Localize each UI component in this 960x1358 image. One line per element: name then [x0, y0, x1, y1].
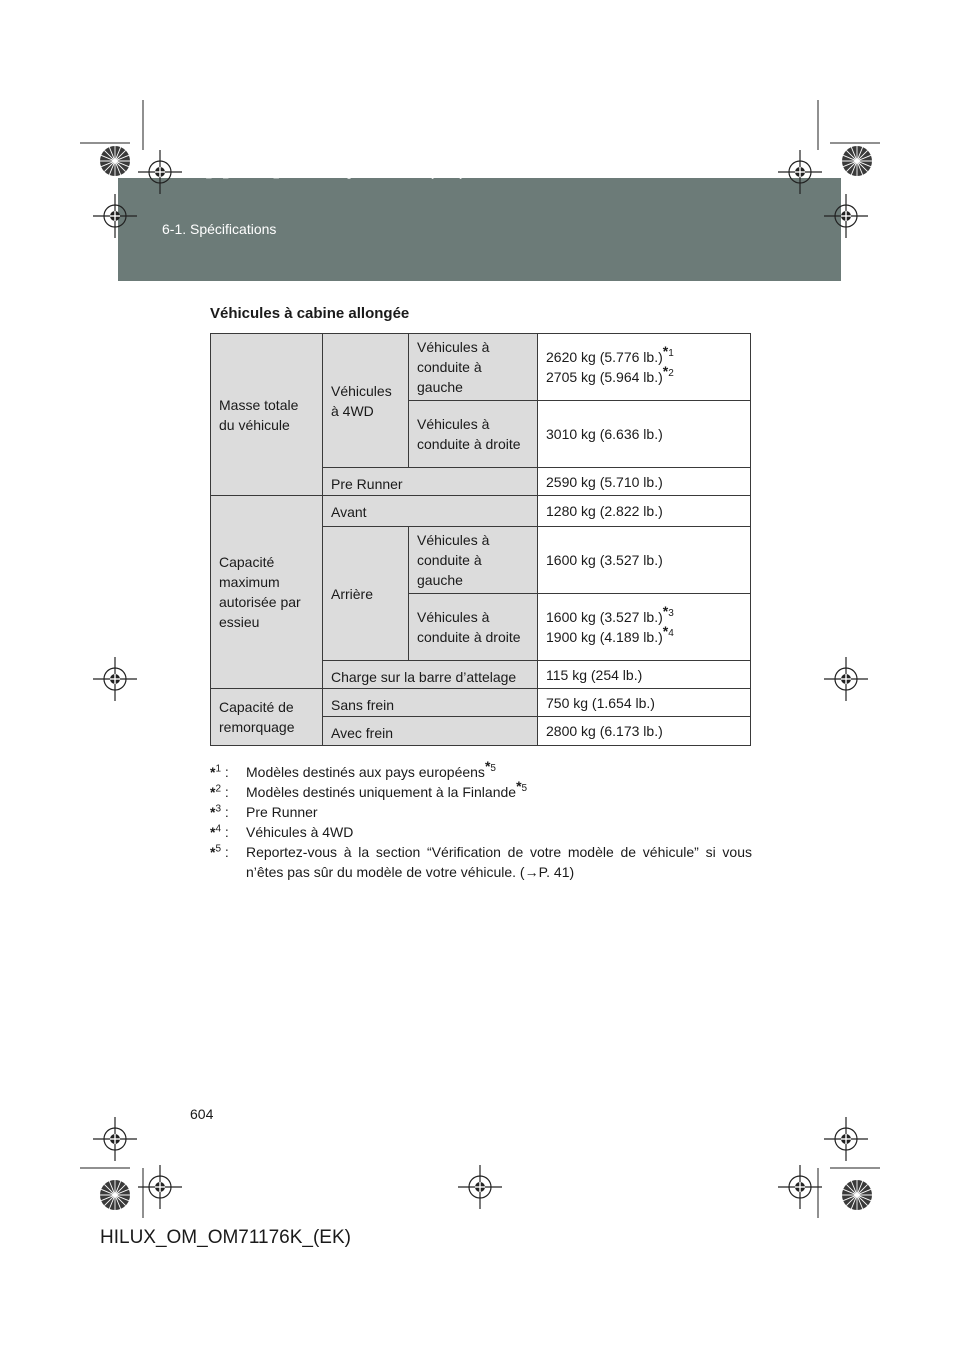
footnote — [210, 778, 752, 802]
document-id: HILUX_OM_OM71176K_(EK) — [100, 1227, 351, 1248]
footnote-star: * — [516, 778, 522, 795]
starburst-icon — [842, 146, 872, 176]
crosshair-icon — [778, 1165, 822, 1209]
footnotes — [210, 758, 752, 882]
footnote-number: 5 — [215, 843, 222, 855]
masse-rhd-value: 3010 kg (6.636 lb.) — [538, 401, 751, 468]
starburst-icon — [100, 1180, 130, 1210]
pre-runner-value: 2590 kg (5.710 lb.) — [538, 468, 751, 496]
charge-barre-label: Charge sur la barre d’attelage — [323, 661, 538, 689]
footnote-number: 2 — [215, 783, 222, 795]
conduite-droite-label: Véhicules à conduite à droite — [409, 401, 538, 468]
footnote-star: * — [662, 603, 669, 620]
avec-frein-label: Avec frein — [323, 717, 538, 746]
page-title: Véhicules à cabine allongée — [210, 305, 410, 322]
masse-lhd-value-2: 2705 kg (5.964 lb.) — [546, 369, 663, 385]
footnote — [210, 842, 752, 882]
avec-frein-value: 2800 kg (6.173 lb.) — [538, 717, 751, 746]
footnote — [210, 822, 752, 842]
crosshair-icon — [138, 150, 182, 194]
arriere-gauche-label: Véhicules à conduite à gauche — [409, 527, 538, 594]
crosshair-icon — [458, 1165, 502, 1209]
crosshair-icon — [824, 194, 868, 238]
arriere-droite-value-1: 1600 kg (3.527 lb.) — [546, 609, 663, 625]
avant-label: Avant — [323, 496, 538, 527]
conduite-gauche-label: Véhicules à conduite à gauche — [409, 334, 538, 401]
footnote-text: Véhicules à 4WD — [246, 824, 354, 840]
footnote-star: * — [210, 824, 216, 840]
masse-lhd-value — [538, 334, 751, 401]
footnote-ref: 1 — [668, 348, 674, 360]
print-stamp: HILUX_OM_OM71176K_(EK).book Page 604 Wednesday, May 16, 2012 2:32 PM — [178, 170, 561, 180]
crosshair-icon — [93, 657, 137, 701]
footnote-separator: : — [224, 824, 229, 840]
charge-barre-value: 115 kg (254 lb.) — [538, 661, 751, 689]
crosshair-icon — [778, 150, 822, 194]
arriere-droite-value-2: 1900 kg (4.189 lb.) — [546, 629, 663, 645]
footnote-star: * — [210, 804, 216, 820]
capacite-remorquage-label: Capacité de remorquage — [211, 689, 323, 746]
footnote-star: * — [210, 844, 216, 860]
footnote-star: * — [484, 758, 491, 775]
footnote-star: * — [662, 343, 669, 360]
starburst-icon — [100, 146, 130, 176]
crosshair-icon — [824, 1117, 868, 1161]
footnote-separator: : — [224, 844, 229, 860]
footnote-ref: 4 — [668, 628, 674, 640]
footnote-star: * — [662, 623, 669, 640]
crosshair-icon — [138, 1165, 182, 1209]
pre-runner-label: Pre Runner — [323, 468, 538, 496]
footnote-star: * — [210, 764, 216, 780]
footnote — [210, 802, 752, 822]
masse-lhd-value-1: 2620 kg (5.776 lb.) — [546, 349, 663, 365]
crosshair-icon — [93, 1117, 137, 1161]
footnote-separator: : — [224, 764, 229, 780]
sans-frein-value: 750 kg (1.654 lb.) — [538, 689, 751, 717]
footnote-separator: : — [224, 784, 229, 800]
page-number: 604 — [190, 1106, 214, 1122]
footnote-number: 3 — [215, 803, 222, 815]
starburst-icon — [842, 1180, 872, 1210]
spec-table — [210, 333, 751, 746]
footnote-number: 4 — [215, 823, 222, 835]
footnote-text: Reportez-vous à la section “Vérification de votre modèle de véhicule” si vous n’êtes pas sûr du modèle de votre véhicule. (→P. 41) — [246, 844, 752, 880]
footnote-ref: 3 — [668, 608, 674, 620]
footnote-text: Pre Runner — [246, 804, 318, 820]
footnote-text: Modèles destinés aux pays européens — [246, 764, 485, 780]
footnote-separator: : — [224, 804, 229, 820]
vehicules-4wd-label: Véhicules à 4WD — [323, 334, 409, 468]
capacite-essieu-label: Capacité maximum autorisée par essieu — [211, 496, 323, 689]
sans-frein-label: Sans frein — [323, 689, 538, 717]
arriere-droite-value — [538, 594, 751, 661]
avant-value: 1280 kg (2.822 lb.) — [538, 496, 751, 527]
arriere-droite-label: Véhicules à conduite à droite — [409, 594, 538, 661]
arriere-gauche-value: 1600 kg (3.527 lb.) — [538, 527, 751, 594]
footnote-text: Modèles destinés uniquement à la Finlande — [246, 784, 517, 800]
crosshair-icon — [93, 194, 137, 238]
footnote-number: 1 — [215, 763, 222, 775]
crosshair-icon — [824, 657, 868, 701]
footnote-ref: 5 — [490, 763, 496, 775]
footnote-star: * — [210, 784, 216, 800]
footnote-star: * — [662, 363, 669, 380]
section-label: 6-1. Spécifications — [162, 221, 277, 237]
footnote-ref: 2 — [668, 368, 674, 380]
masse-totale-label: Masse totale du véhicule — [211, 334, 323, 496]
footnote-ref: 5 — [521, 783, 528, 795]
footnote — [210, 758, 752, 782]
arriere-label: Arrière — [323, 527, 409, 661]
